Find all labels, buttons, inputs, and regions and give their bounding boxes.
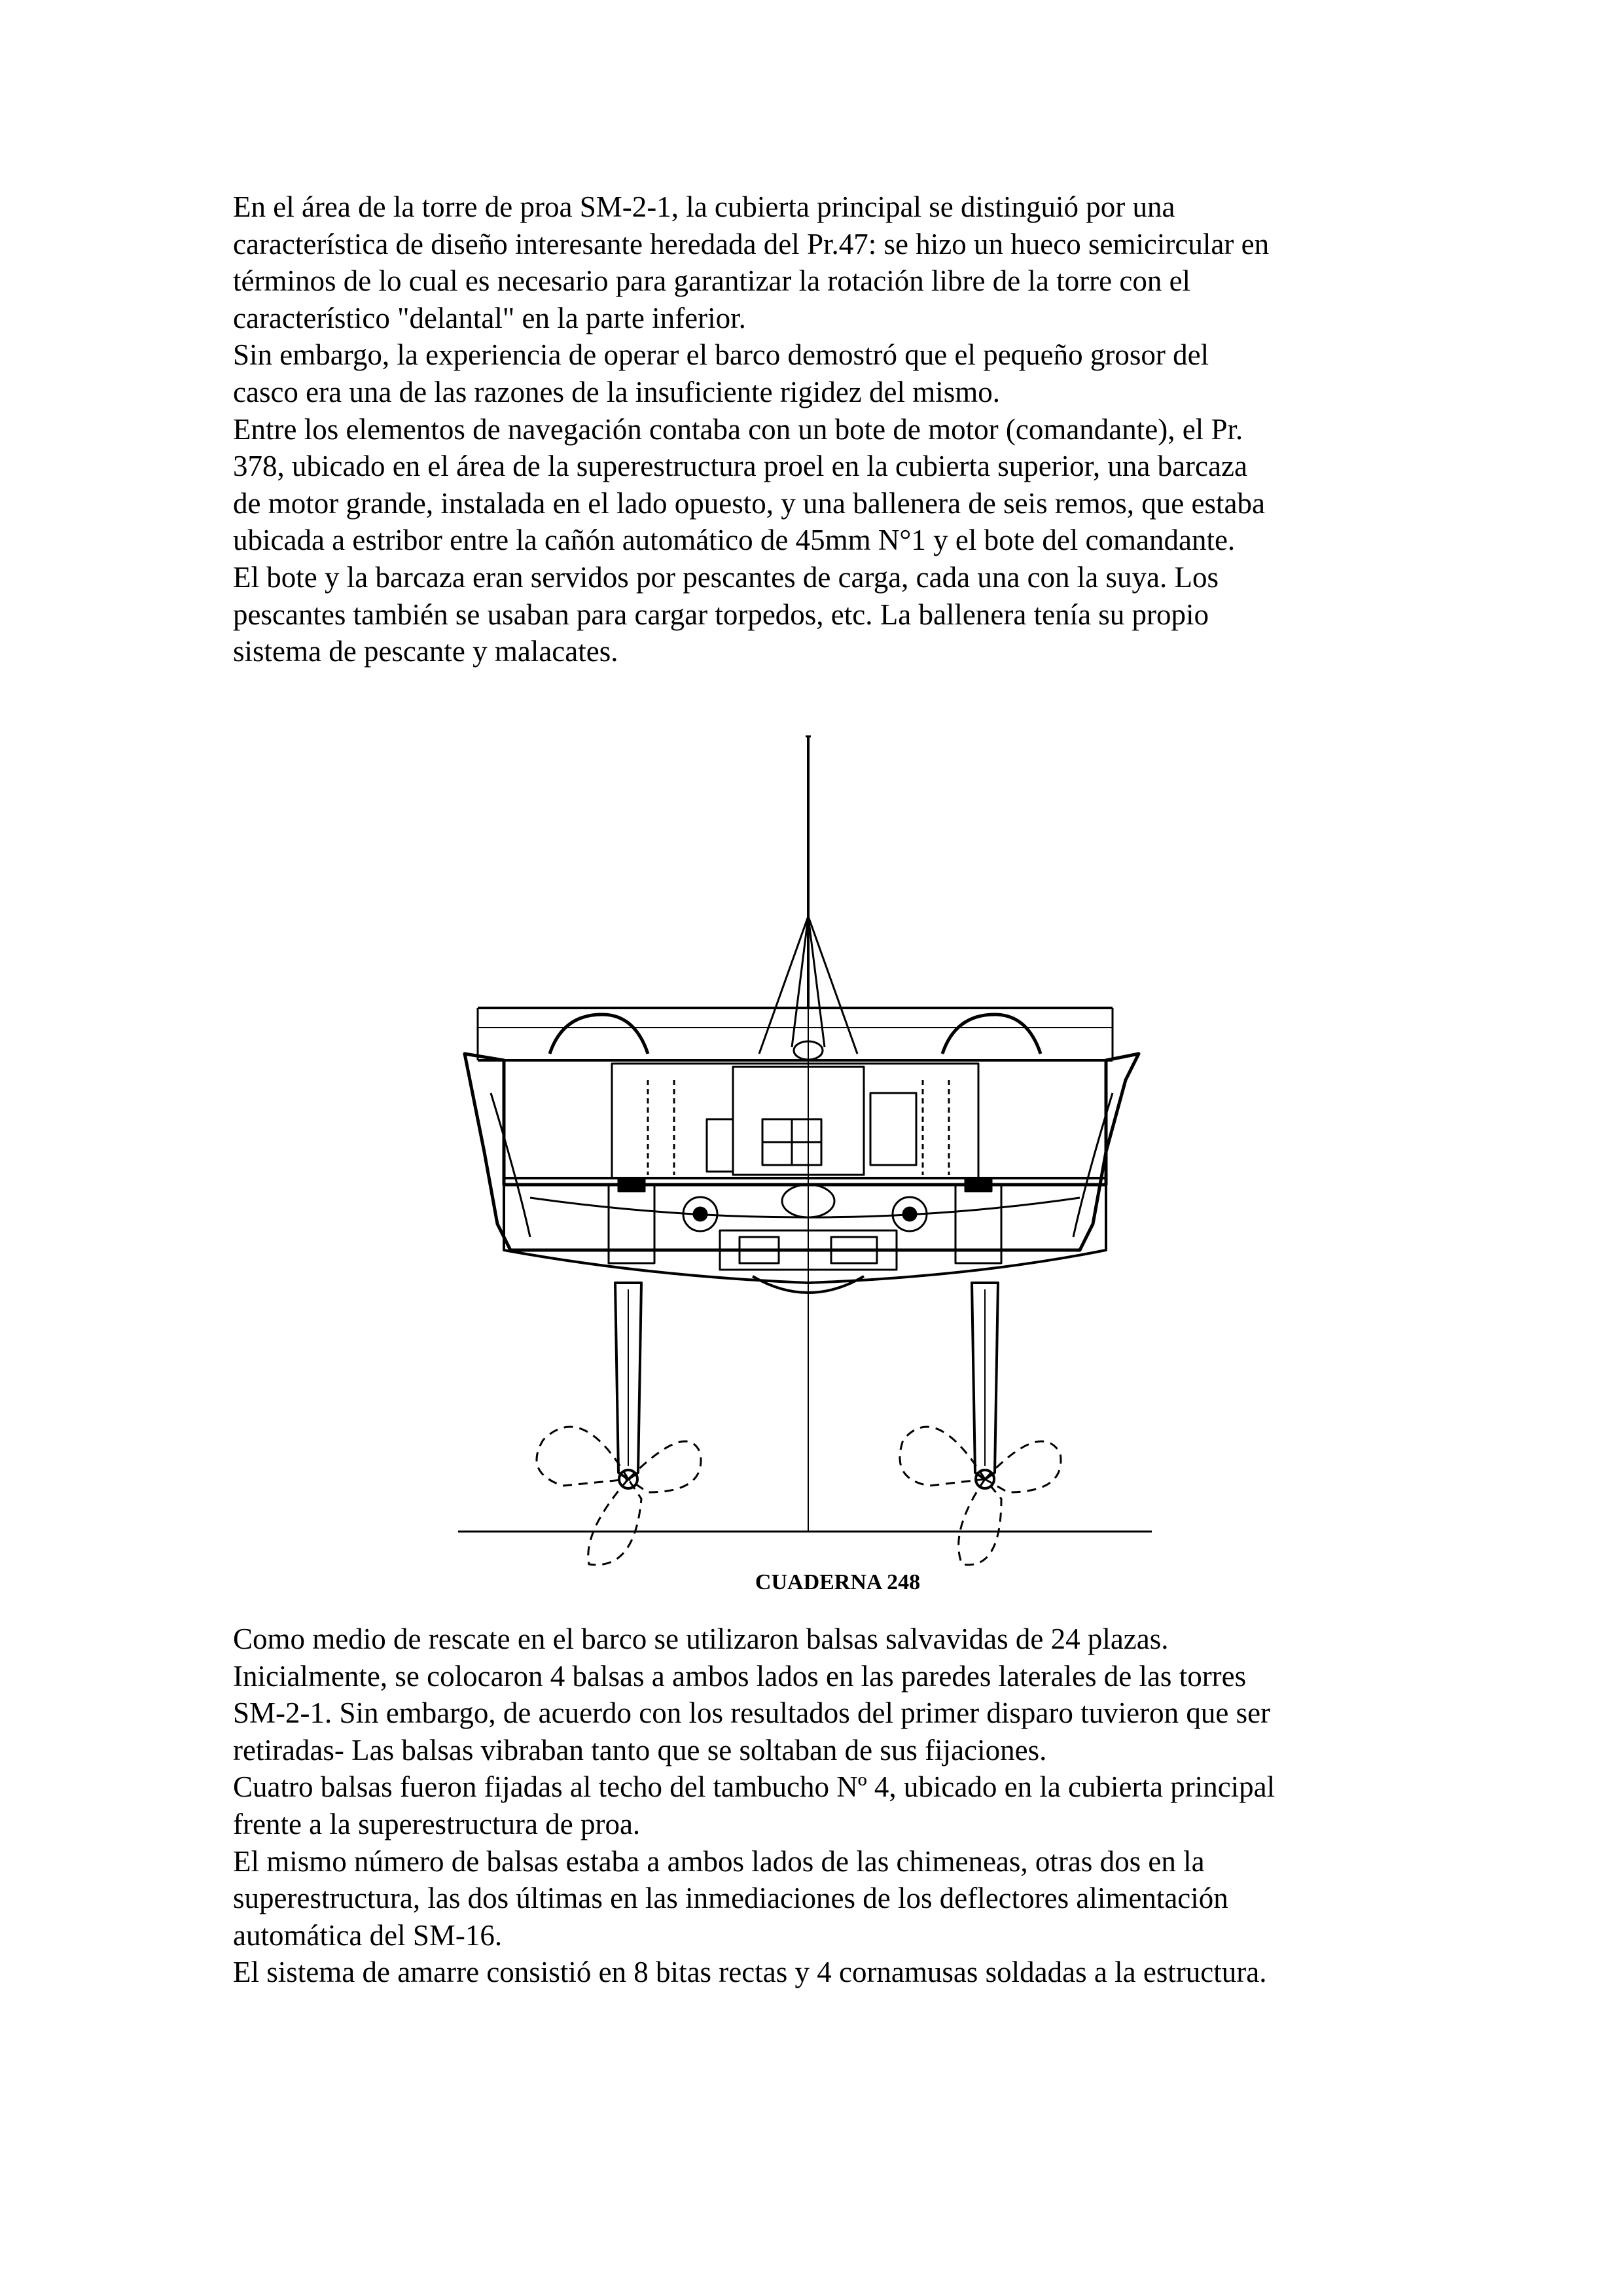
text-line: frente a la superestructura de proa. [233,1807,641,1840]
text-line: automática del SM-16. [233,1918,503,1952]
text-line: característico "delantal" en la parte inferior. [233,301,746,334]
text-line: Inicialmente, se colocaron 4 balsas a ambos lados en las paredes laterales de las torres [233,1659,1247,1693]
figure-caption: CUADERNA 248 [755,1570,921,1594]
text-line: casco era una de las razones de la insuficiente rigidez del mismo. [233,375,1001,408]
text-line: de motor grande, instalada en el lado opuesto, y una ballenera de seis remos, que estaba [233,486,1265,520]
text-line: Entre los elementos de navegación contaba con un bote de motor (comandante), el Pr. [233,412,1243,446]
text-line: El sistema de amarre consistió en 8 bitas rectas y 4 cornamusas soldadas a la estructura. [233,1956,1267,1989]
text-line: El mismo número de balsas estaba a ambos lados de las chimeneas, otras dos en la [233,1844,1205,1878]
text-line: ubicada a estribor entre la cañón automático de 45mm N°1 y el bote del comandante. [233,524,1236,557]
text-line: superestructura, las dos últimas en las inmediaciones de los deflectores alimentación [233,1882,1228,1915]
text-line: El bote y la barcaza eran servidos por pescantes de carga, cada una con la suya. Los [233,560,1219,594]
text-line: términos de lo cual es necesario para garantizar la rotación libre de la torre con el [233,264,1191,298]
text-line: 378, ubicado en el área de la superestructura proel en la cubierta superior, una barcaza [233,450,1247,483]
text-block-bottom [233,1621,1411,1991]
text-line: SM-2-1. Sin embargo, de acuerdo con los resultados del primer disparo tuvieron que ser [233,1696,1271,1730]
text-line: pescantes también se usaban para cargar torpedos, etc. La ballenera tenía su propio [233,598,1209,631]
text-line: En el área de la torre de proa SM-2-1, la cubierta principal se distinguió por una [233,190,1175,223]
text-block-top [233,188,1411,670]
text-line: característica de diseño interesante heredada del Pr.47: se hizo un hueco semicircular en [233,227,1270,260]
text-line: Cuatro balsas fueron fijadas al techo del tambucho Nº 4, ubicado en la cubierta principal [233,1770,1275,1804]
text-line: sistema de pescante y malacates. [233,635,618,668]
text-line: Sin embargo, la experiencia de operar el barco demostró que el pequeño grosor del [233,338,1209,372]
text-line: Como medio de rescate en el barco se utilizaron balsas salvavidas de 24 plazas. [233,1623,1169,1655]
ship-cross-section-drawing [452,726,1158,1571]
text-line: retiradas- Las balsas vibraban tanto que se soltaban de sus fijaciones. [233,1733,1047,1767]
